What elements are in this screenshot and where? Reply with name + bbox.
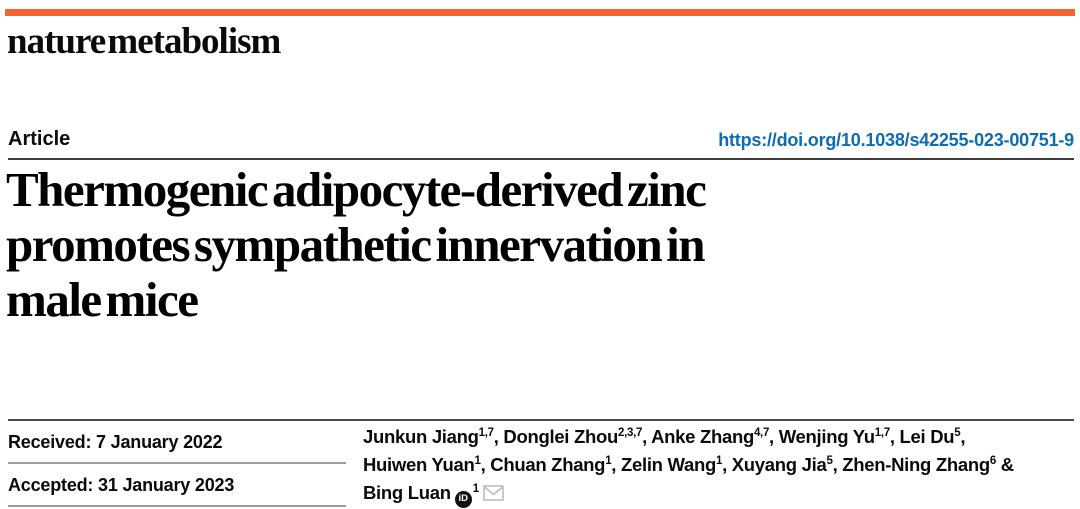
paper-title-line: male mice — [6, 272, 198, 327]
author-affiliation-superscript: 1 — [474, 455, 481, 467]
author-affiliation-superscript: 1 — [715, 455, 723, 467]
author-name: Zhen-Ning Zhang — [842, 454, 990, 475]
author-affiliation-superscript: 5 — [954, 427, 961, 439]
author-affiliation-superscript: 1,7 — [874, 427, 890, 439]
author-name: Anke Zhang — [651, 426, 754, 447]
journal-wordmark: nature metabolism — [7, 21, 281, 62]
author-name: Chuan Zhang — [490, 454, 606, 475]
accepted-date: Accepted: 31 January 2023 — [8, 464, 346, 507]
author-name: Wenjing Yu — [778, 426, 875, 447]
received-date: Received: 7 January 2022 — [8, 421, 346, 464]
author-affiliation-superscript: 6 — [989, 455, 996, 467]
doi-link[interactable]: https://doi.org/10.1038/s42255-023-00751-9 — [718, 130, 1074, 150]
author-affiliation-superscript: 1 — [472, 483, 479, 495]
author-name: Bing Luan — [363, 482, 451, 503]
article-dates — [8, 421, 346, 507]
article-meta-row — [8, 128, 1074, 151]
author-affiliation-superscript: 5 — [826, 455, 833, 467]
email-icon[interactable] — [483, 481, 504, 509]
header-divider — [8, 158, 1074, 160]
paper-title — [6, 162, 705, 327]
paper-title-line: Thermogenic adipocyte-derived zinc — [6, 162, 706, 217]
author-affiliation-superscript: 1,7 — [478, 427, 494, 439]
author-affiliation-superscript: 2,3,7 — [618, 427, 643, 439]
author-name: Zelin Wang — [620, 454, 716, 475]
author-name: Huiwen Yuan — [363, 454, 475, 475]
author-list: Junkun Jiang$^{1,7}$, Donglei Zhou$^{2,3,7}$, Anke Zhang$^{4,7}$, Wenjing Yu$^{1,7}$, Lei Du$^5$, Huiwen Yuan$^1$, Chuan Zhang$^1$, Zelin Wang$^1$, Xuyang Jia$^5$, Zhen-Ning Zhang$^6$ & Bing Luan $iD^1$ — [363, 423, 1078, 509]
author-name: Junkun Jiang — [363, 426, 479, 447]
orcid-icon[interactable]: iD — [455, 491, 472, 508]
author-name: Donglei Zhou — [503, 426, 618, 447]
journal-brand-bar — [5, 9, 1075, 16]
author-name: Xuyang Jia — [731, 454, 827, 475]
author-affiliation-superscript: 1 — [605, 455, 612, 467]
author-name: Lei Du — [899, 426, 955, 447]
article-type-label: Article — [8, 128, 71, 150]
author-affiliation-superscript: 4,7 — [753, 427, 770, 439]
paper-title-line: promotes sympathetic innervation in — [6, 217, 704, 272]
